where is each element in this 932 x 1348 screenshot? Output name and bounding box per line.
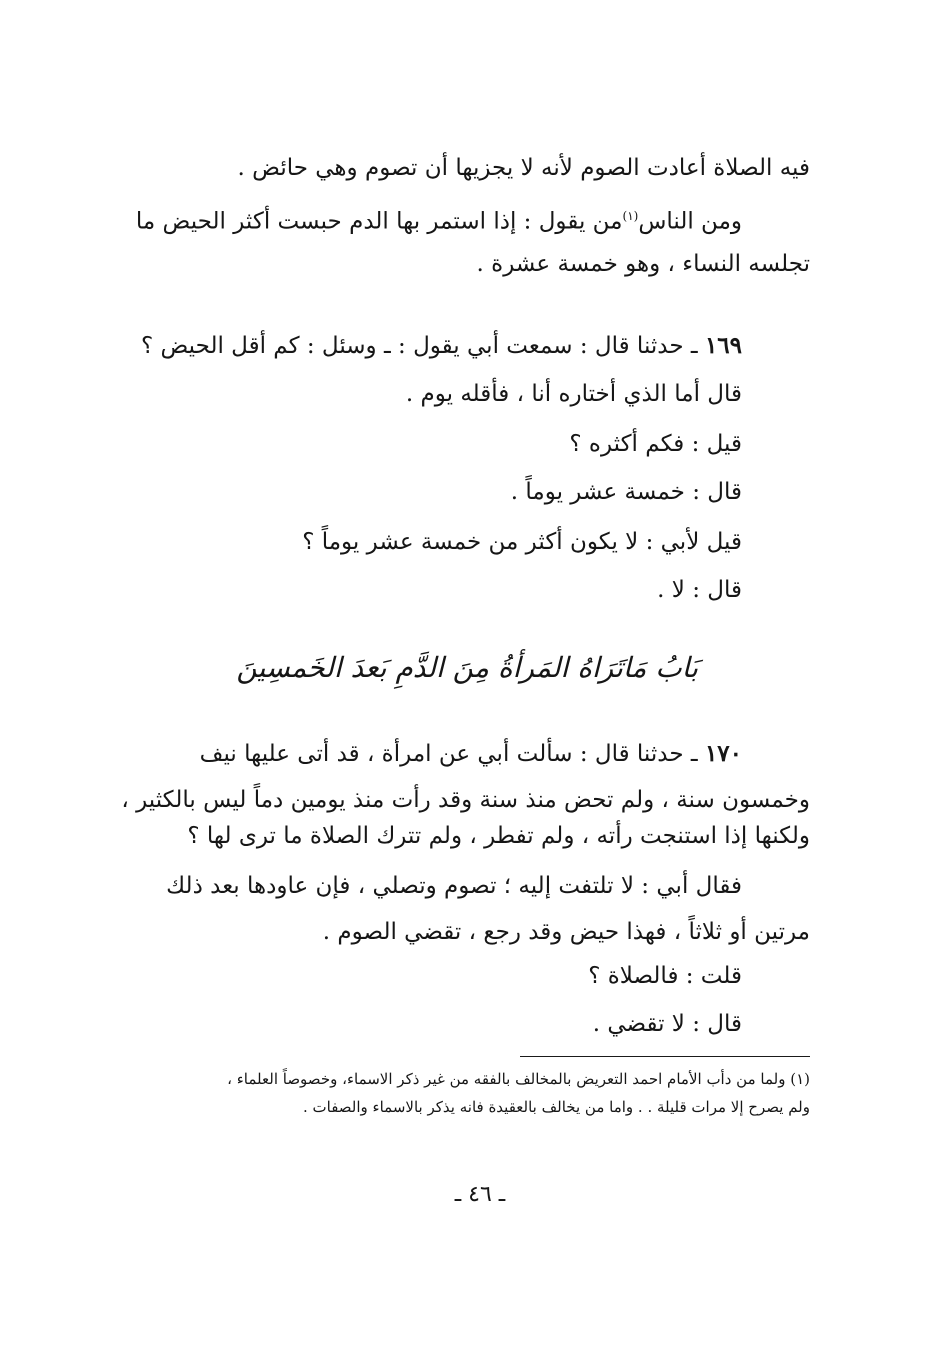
item-170-line-5: مرتين أو ثلاثاً ، فهذا حيض وقد رجع ، تقضي الصوم . xyxy=(322,919,810,945)
item-170-line-3: ولكنها إذا استنجت رأته ، ولم تفطر ، ولم تترك الصلاة ما ترى لها ؟ xyxy=(187,823,810,849)
book-page xyxy=(121,150,810,1270)
item-170-line-7: قال : لا تقضي . xyxy=(592,1011,742,1037)
item-169-line-1 xyxy=(141,328,742,364)
item-169-line-4: قال : خمسة عشر يوماً . xyxy=(510,479,742,505)
footnote-line-2: ولم يصرح إلا مرات قليلة . . واما من يخالف بالعقيدة فانه يذكر بالاسماء والصفات . xyxy=(302,1098,810,1116)
item-170-line-6: قلت : فالصلاة ؟ xyxy=(588,963,742,989)
item-170-line-4: فقال أبي : لا تلتفت إليه ؛ تصوم وتصلي ، فإن عاودها بعد ذلك xyxy=(166,873,742,899)
item-169-line-6: قال : لا . xyxy=(657,577,742,603)
item-169-line-3: قيل : فكم أكثره ؟ xyxy=(569,431,742,457)
page-number: ـ ٤٦ ـ xyxy=(454,1182,506,1207)
item-170-line-1-text: ـ حدثنا قال : سألت أبي عن امرأة ، قد أتى عليها نيف xyxy=(199,741,698,767)
paragraph-1-line-3: تجلسه النساء ، وهو خمسة عشرة . xyxy=(476,251,810,277)
item-169-number: ١٦٩ xyxy=(704,332,742,359)
chapter-heading: بَابُ مَاتَرَاهُ المَرأةُ مِنَ الدَّمِ بَعدَ الخَمسِينَ xyxy=(236,651,698,684)
item-169-line-1-text: ـ حدثنا قال : سمعت أبي يقول : ـ وسئل : كم أقل الحيض ؟ xyxy=(140,333,698,359)
item-169-line-5: قيل لأبي : لا يكون أكثر من خمسة عشر يوماً ؟ xyxy=(302,529,742,555)
footnote-reference: (١) xyxy=(622,209,639,223)
paragraph-1-line-2 xyxy=(136,198,742,240)
paragraph-1-line-2-end: من يقول : إذا استمر بها الدم حبست أكثر الحيض ما xyxy=(135,208,623,235)
item-170-line-1 xyxy=(200,736,742,772)
item-169-line-2: قال أما الذي أختاره أنا ، فأقله يوم . xyxy=(405,381,742,407)
footnote-divider xyxy=(520,1056,810,1057)
paragraph-1-line-2-start: ومن الناس xyxy=(638,208,742,235)
footnote-line-1: (١) ولما من دأب الأمام احمد التعريض بالمخالف بالفقه من غير ذكر الاسماء، وخصوصاً العلماء ، xyxy=(227,1070,810,1088)
item-170-line-2: وخمسون سنة ، ولم تحض منذ سنة وقد رأت منذ يومين دماً ليس بالكثير ، xyxy=(121,787,810,813)
item-170-number: ١٧٠ xyxy=(704,740,742,767)
paragraph-1-line-1: فيه الصلاة أعادت الصوم لأنه لا يجزيها أن تصوم وهي حائض . xyxy=(237,155,810,181)
